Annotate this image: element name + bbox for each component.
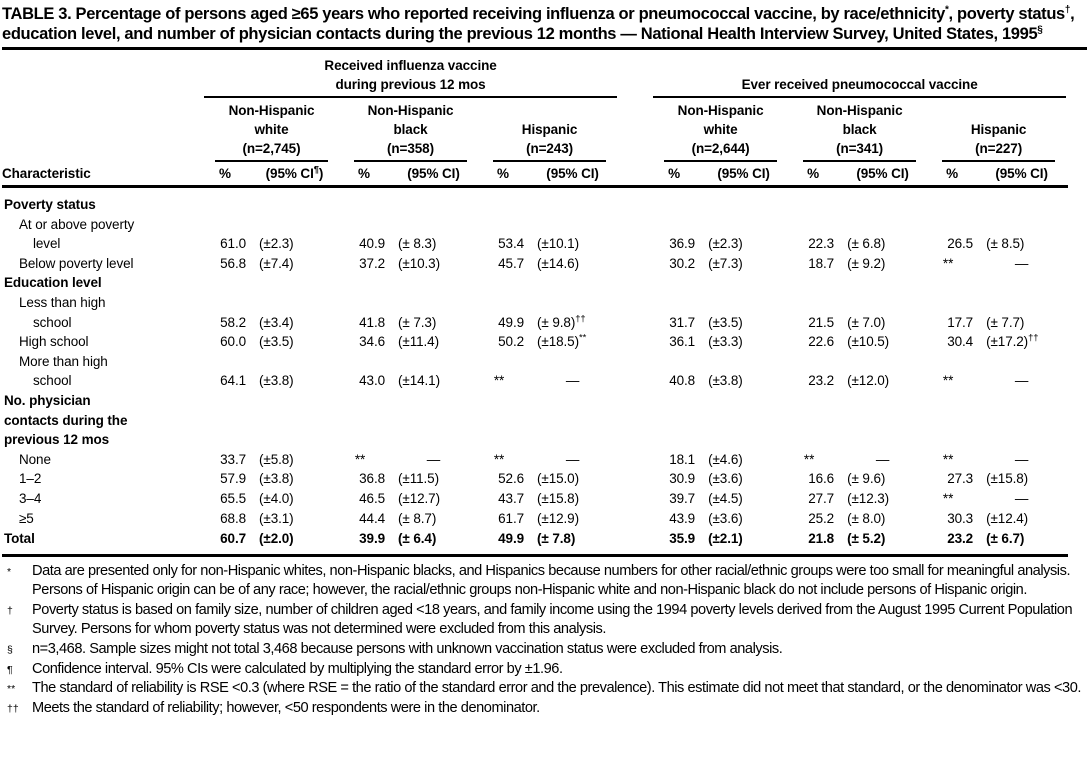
ci-value: (±12.4) [986, 510, 1029, 526]
data-row [2, 215, 1068, 254]
percent-value [651, 391, 697, 450]
ci-value: (±3.5) [259, 334, 294, 350]
ci-value [697, 187, 790, 215]
ci-value: (±2.3) [708, 236, 743, 252]
total-row [2, 528, 1068, 555]
percent-value: 45.7 [498, 255, 524, 271]
ci-value: (±18.5)** [537, 332, 587, 350]
percent-value: 22.6 [808, 334, 835, 350]
percent-value: 23.2 [808, 373, 835, 389]
footnote-text: Data are presented only for non-Hispanic whites, non-Hispanic blacks, and Hispanics because numbers for other racial/ethnic groups were too small for meaningful analysis. Persons of Hispanic origin can be of any race; however, the racial/ethnic groups non-Hispanic white and non-Hispanic black do not include persons of Hispanic origin. [32, 562, 1071, 599]
row-label-line: More than high [19, 353, 108, 369]
percent-value: 27.3 [947, 471, 974, 487]
data-row [2, 469, 1068, 489]
ci-value [387, 273, 480, 293]
percent-value: 18.1 [669, 451, 696, 467]
footnote-marker: † [7, 604, 13, 617]
ci-value: (±12.7) [398, 490, 440, 506]
ci-value [836, 187, 929, 215]
percent-value [929, 187, 975, 215]
percent-value: 30.9 [669, 471, 696, 487]
percent-value: 23.2 [929, 528, 975, 555]
footnote-double-asterisk [2, 679, 1087, 699]
row-label-line: contacts during the [4, 412, 128, 428]
percent-value: 17.7 [947, 314, 974, 330]
ci-value: (±3.6) [708, 471, 743, 487]
row-label-line: level [33, 236, 61, 252]
footnote-marker: †† [7, 702, 19, 715]
ci-value [526, 273, 619, 293]
ci-value: (± 8.3) [398, 236, 437, 252]
footnote-double-dagger [2, 699, 1087, 719]
ci-value: (±3.6) [708, 510, 743, 526]
ci-header: (95% CI) [975, 162, 1068, 187]
percent-value: ** [354, 451, 366, 467]
percent-value: ** [942, 255, 954, 271]
percent-value: 58.2 [220, 314, 246, 330]
percent-value: 49.9 [498, 314, 524, 330]
ci-value: (±4.6) [708, 451, 743, 467]
percent-value [480, 187, 526, 215]
title-footnote-marker: * [944, 4, 949, 16]
ci-value: (±3.8) [708, 373, 743, 389]
column-gap [619, 50, 651, 98]
ci-value: (±15.8) [537, 490, 579, 506]
pct-header: % [480, 162, 526, 187]
percent-value: ** [942, 451, 954, 467]
column-gap [619, 254, 651, 274]
row-label [2, 528, 202, 555]
row-label [2, 489, 202, 509]
percent-value [341, 273, 387, 293]
ci-value: — [1014, 373, 1029, 389]
ci-value: (±3.1) [259, 510, 294, 526]
influenza-group-header [202, 50, 619, 98]
measure-header-row [2, 162, 1068, 187]
ci-value: (±3.3) [708, 334, 743, 350]
data-row [2, 254, 1068, 274]
data-row [2, 352, 1068, 391]
vaccine-table [2, 50, 1068, 557]
ci-value: (± 7.7) [986, 314, 1025, 330]
row-label [2, 215, 202, 254]
footnote-marker: ** [7, 683, 16, 696]
cell-footnote-marker: ** [578, 332, 587, 344]
ci-value [387, 187, 480, 215]
column-gap [619, 391, 651, 450]
data-row [2, 293, 1068, 332]
row-label-line: Education level [4, 275, 102, 291]
ci-value: (±12.0) [847, 373, 890, 389]
ci-value: (± 9.8)†† [537, 313, 586, 330]
footnote-text: Meets the standard of reliability; however, <50 respondents were in the denominator. [32, 699, 540, 716]
title-footnote-marker: † [1064, 4, 1071, 16]
ci-value [975, 273, 1068, 293]
percent-value: 40.9 [359, 236, 385, 252]
title-footnote-marker: § [1037, 24, 1043, 36]
column-gap [619, 98, 651, 162]
pct-header: % [341, 162, 387, 187]
table-title: TABLE 3. Percentage of persons aged ≥65 years who reported receiving influenza or pneumococcal vaccine, by race/ethnicity*, poverty status†, education level, and number of physician contacts during the previous 12 months — National Health Interview Survey, United States, 1995§ [2, 2, 1087, 50]
ci-value: (± 8.5) [986, 236, 1025, 252]
ci-value: (±5.8) [259, 451, 294, 467]
percent-value: 43.9 [669, 510, 696, 526]
ci-value: (± 7.8) [526, 528, 619, 555]
column-gap [619, 273, 651, 293]
col-header-pneumo-nh-black: Non-Hispanic black (n=341) [790, 98, 929, 162]
ci-value: (±17.2)†† [986, 332, 1039, 350]
header-spacer [2, 50, 202, 98]
row-label [2, 450, 202, 470]
column-gap [619, 489, 651, 509]
row-label [2, 273, 202, 293]
ci-value [697, 273, 790, 293]
percent-value: 49.9 [480, 528, 526, 555]
percent-value: 40.8 [669, 373, 696, 389]
pct-header: % [651, 162, 697, 187]
ci-value: (±2.0) [248, 528, 341, 555]
pneumococcal-group-title: Ever received pneumococcal vaccine [741, 77, 978, 92]
ci-value: (±3.8) [259, 471, 294, 487]
row-label-line: No. physician [4, 392, 91, 408]
row-label [2, 352, 202, 391]
ci-header: (95% CI) [387, 162, 480, 187]
percent-value: 60.7 [202, 528, 248, 555]
footnote-asterisk [2, 562, 1087, 601]
row-label-line: Below poverty level [19, 255, 134, 271]
percent-value [790, 187, 836, 215]
ci-value: (±11.4) [398, 334, 439, 350]
row-label-line: school [33, 314, 72, 330]
percent-value [341, 187, 387, 215]
ci-value [697, 391, 790, 450]
ci-value: (±12.9) [537, 510, 579, 526]
percent-value: 25.2 [808, 510, 835, 526]
percent-value: 39.9 [341, 528, 387, 555]
ci-value: (±10.3) [398, 255, 440, 271]
row-label-line: 1–2 [19, 471, 42, 487]
ci-value: — [565, 451, 580, 467]
column-gap [619, 469, 651, 489]
ci-value [526, 187, 619, 215]
percent-value [202, 391, 248, 450]
ci-value: (±11.5) [398, 471, 439, 487]
percent-value: 36.9 [669, 236, 696, 252]
ci-value: (±3.4) [259, 314, 294, 330]
row-label-line: previous 12 mos [4, 432, 110, 448]
footnote-text: The standard of reliability is RSE <0.3 (where RSE = the ratio of the standard error and the prevalence). This estimate did not meet that standard, or the denominator was <30. [32, 680, 1081, 697]
percent-value: 46.5 [359, 490, 385, 506]
percent-value: 60.0 [220, 334, 246, 350]
ci-value: (± 6.4) [387, 528, 480, 555]
column-gap [619, 528, 651, 555]
row-label-line: school [33, 373, 72, 389]
ci-value: (±7.4) [259, 255, 294, 271]
row-label [2, 187, 202, 215]
percent-value [480, 273, 526, 293]
percent-value: 43.7 [498, 490, 524, 506]
percent-value: ** [493, 373, 505, 389]
ci-header: (95% CI) [526, 162, 619, 187]
ci-value: (±4.5) [708, 490, 743, 506]
ci-value: (±2.1) [697, 528, 790, 555]
footnote-text: Confidence interval. 95% CIs were calculated by multiplying the standard error by ±1.96. [32, 660, 563, 677]
ci-value [248, 187, 341, 215]
percent-value: ** [493, 451, 505, 467]
row-label-line: 3–4 [19, 490, 42, 506]
percent-value: 41.8 [359, 314, 385, 330]
percent-value: ** [942, 373, 954, 389]
ci-value: (± 7.0) [847, 314, 886, 330]
ci-value [836, 391, 929, 450]
percent-value: 65.5 [220, 490, 246, 506]
row-label-line: Less than high [19, 294, 106, 310]
percent-value: 35.9 [651, 528, 697, 555]
percent-value [929, 391, 975, 450]
pct-header: % [790, 162, 836, 187]
cell-footnote-marker: †† [1028, 332, 1039, 344]
header-spacer [2, 98, 202, 162]
column-gap [619, 509, 651, 529]
footnote-pilcrow [2, 660, 1087, 680]
percent-value: 16.6 [808, 471, 835, 487]
row-label [2, 509, 202, 529]
ci-header: (95% CI¶) [248, 162, 341, 187]
row-label-line: None [19, 451, 51, 467]
column-gap [619, 293, 651, 332]
ci-header: (95% CI) [836, 162, 929, 187]
col-header-pneumo-nh-white: Non-Hispanic white (n=2,644) [651, 98, 790, 162]
ci-value: (±14.6) [537, 255, 579, 271]
footnote-text: Poverty status is based on family size, number of children aged <18 years, and family income using the 1994 poverty levels derived from the August 1995 Current Population Survey. Persons for whom poverty status was not determined were excluded from this analysis. [32, 601, 1073, 638]
ci-value [526, 391, 619, 450]
row-label [2, 293, 202, 332]
percent-value: 37.2 [359, 255, 385, 271]
percent-value: 36.8 [359, 471, 385, 487]
percent-value: 26.5 [947, 236, 974, 252]
ci-value: — [875, 451, 890, 467]
ci-value: (±4.0) [259, 490, 294, 506]
percent-value [790, 391, 836, 450]
percent-value: 30.2 [669, 255, 696, 271]
footnotes [2, 562, 1087, 719]
percent-value: 56.8 [220, 255, 246, 271]
percent-value: 18.7 [808, 255, 835, 271]
ci-value: — [1014, 490, 1029, 506]
percent-value: 44.4 [359, 510, 385, 526]
section-header-row [2, 273, 1068, 293]
characteristic-header: Characteristic [2, 162, 202, 187]
ci-value: (± 6.7) [975, 528, 1068, 555]
percent-value: 36.1 [669, 334, 696, 350]
ci-value: (± 6.8) [847, 236, 886, 252]
percent-value: 21.8 [790, 528, 836, 555]
cell-footnote-marker: †† [575, 313, 586, 325]
percent-value: 64.1 [220, 373, 246, 389]
percent-value [651, 187, 697, 215]
footnote-marker: * [7, 565, 12, 578]
percent-value: 30.3 [947, 510, 974, 526]
percent-value: 43.0 [359, 373, 385, 389]
percent-value: 34.6 [359, 334, 385, 350]
subgroup-header-row [2, 98, 1068, 162]
percent-value: 27.7 [808, 490, 835, 506]
ci-value: (±2.3) [259, 236, 294, 252]
ci-value: (±12.3) [847, 490, 890, 506]
column-gap [619, 450, 651, 470]
col-header-influenza-nh-black: Non-Hispanic black (n=358) [341, 98, 480, 162]
percent-value: 50.2 [498, 334, 524, 350]
ci-value: (± 7.3) [398, 314, 437, 330]
percent-value [480, 391, 526, 450]
percent-value: 61.7 [498, 510, 524, 526]
ci-value: (± 8.0) [847, 510, 886, 526]
ci-value: (±10.5) [847, 334, 890, 350]
influenza-group-title-line2: during previous 12 mos [335, 77, 486, 92]
row-label-line: Poverty status [4, 197, 96, 212]
data-row [2, 450, 1068, 470]
ci-value [836, 273, 929, 293]
ci-value [975, 391, 1068, 450]
percent-value: 22.3 [808, 236, 835, 252]
group-header-row [2, 50, 1068, 98]
percent-value: 31.7 [669, 314, 696, 330]
col-header-influenza-hispanic: Hispanic (n=243) [480, 98, 619, 162]
ci-value [387, 391, 480, 450]
percent-value: ** [942, 490, 954, 506]
row-label-line: ≥5 [19, 510, 34, 526]
percent-value: 68.8 [220, 510, 246, 526]
influenza-group-title-line1: Received influenza vaccine [324, 58, 497, 73]
row-label [2, 391, 202, 450]
footnote-marker: § [7, 644, 13, 657]
percent-value: 52.6 [498, 471, 524, 487]
ci-header: (95% CI) [697, 162, 790, 187]
ci-value [248, 391, 341, 450]
data-row [2, 332, 1068, 352]
ci-value: (±7.3) [708, 255, 743, 271]
ci-value: — [565, 373, 580, 389]
ci-value: (±14.1) [398, 373, 440, 389]
row-label [2, 254, 202, 274]
percent-value: ** [803, 451, 815, 467]
ci-value: (± 9.6) [847, 471, 886, 487]
ci-value: — [1014, 255, 1029, 271]
ci-value: (±3.5) [708, 314, 743, 330]
footnote-dagger [2, 601, 1087, 640]
percent-value [790, 273, 836, 293]
footnote-text: n=3,468. Sample sizes might not total 3,468 because persons with unknown vaccination status were excluded from analysis. [32, 641, 783, 658]
percent-value: 39.7 [669, 490, 696, 506]
column-gap [619, 162, 651, 187]
percent-value [202, 273, 248, 293]
ci-value: (±10.1) [537, 236, 579, 252]
data-row [2, 489, 1068, 509]
percent-value: 61.0 [220, 236, 246, 252]
percent-value [929, 273, 975, 293]
percent-value: 53.4 [498, 236, 524, 252]
row-label [2, 332, 202, 352]
section-header-row [2, 391, 1068, 450]
footnote-section [2, 640, 1087, 660]
percent-value: 21.5 [808, 314, 835, 330]
percent-value: 30.4 [947, 334, 974, 350]
percent-value [341, 391, 387, 450]
pct-header: % [202, 162, 248, 187]
ci-value: (± 5.2) [836, 528, 929, 555]
row-label-line: At or above poverty [19, 216, 135, 232]
ci-value: (±3.8) [259, 373, 294, 389]
row-label-line: High school [19, 334, 89, 350]
pct-header: % [929, 162, 975, 187]
column-gap [619, 332, 651, 352]
ci-value: — [1014, 451, 1029, 467]
ci-value: (± 8.7) [398, 510, 437, 526]
column-gap [619, 215, 651, 254]
column-gap [619, 187, 651, 215]
footnote-marker: ¶ [7, 663, 13, 676]
percent-value [651, 273, 697, 293]
ci-value [975, 187, 1068, 215]
ci-value: (± 9.2) [847, 255, 886, 271]
percent-value: 33.7 [220, 451, 246, 467]
percent-value [202, 187, 248, 215]
data-row [2, 509, 1068, 529]
row-label-line: Total [4, 531, 35, 547]
row-label [2, 469, 202, 489]
ci-value [248, 273, 341, 293]
col-header-pneumo-hispanic: Hispanic (n=227) [929, 98, 1068, 162]
percent-value: 57.9 [220, 471, 246, 487]
section-header-row [2, 187, 1068, 215]
pneumococcal-group-header [651, 50, 1068, 98]
column-gap [619, 352, 651, 391]
ci-value: (±15.0) [537, 471, 579, 487]
ci-value: (±15.8) [986, 471, 1029, 487]
col-header-influenza-nh-white: Non-Hispanic white (n=2,745) [202, 98, 341, 162]
ci-value: — [426, 451, 441, 467]
